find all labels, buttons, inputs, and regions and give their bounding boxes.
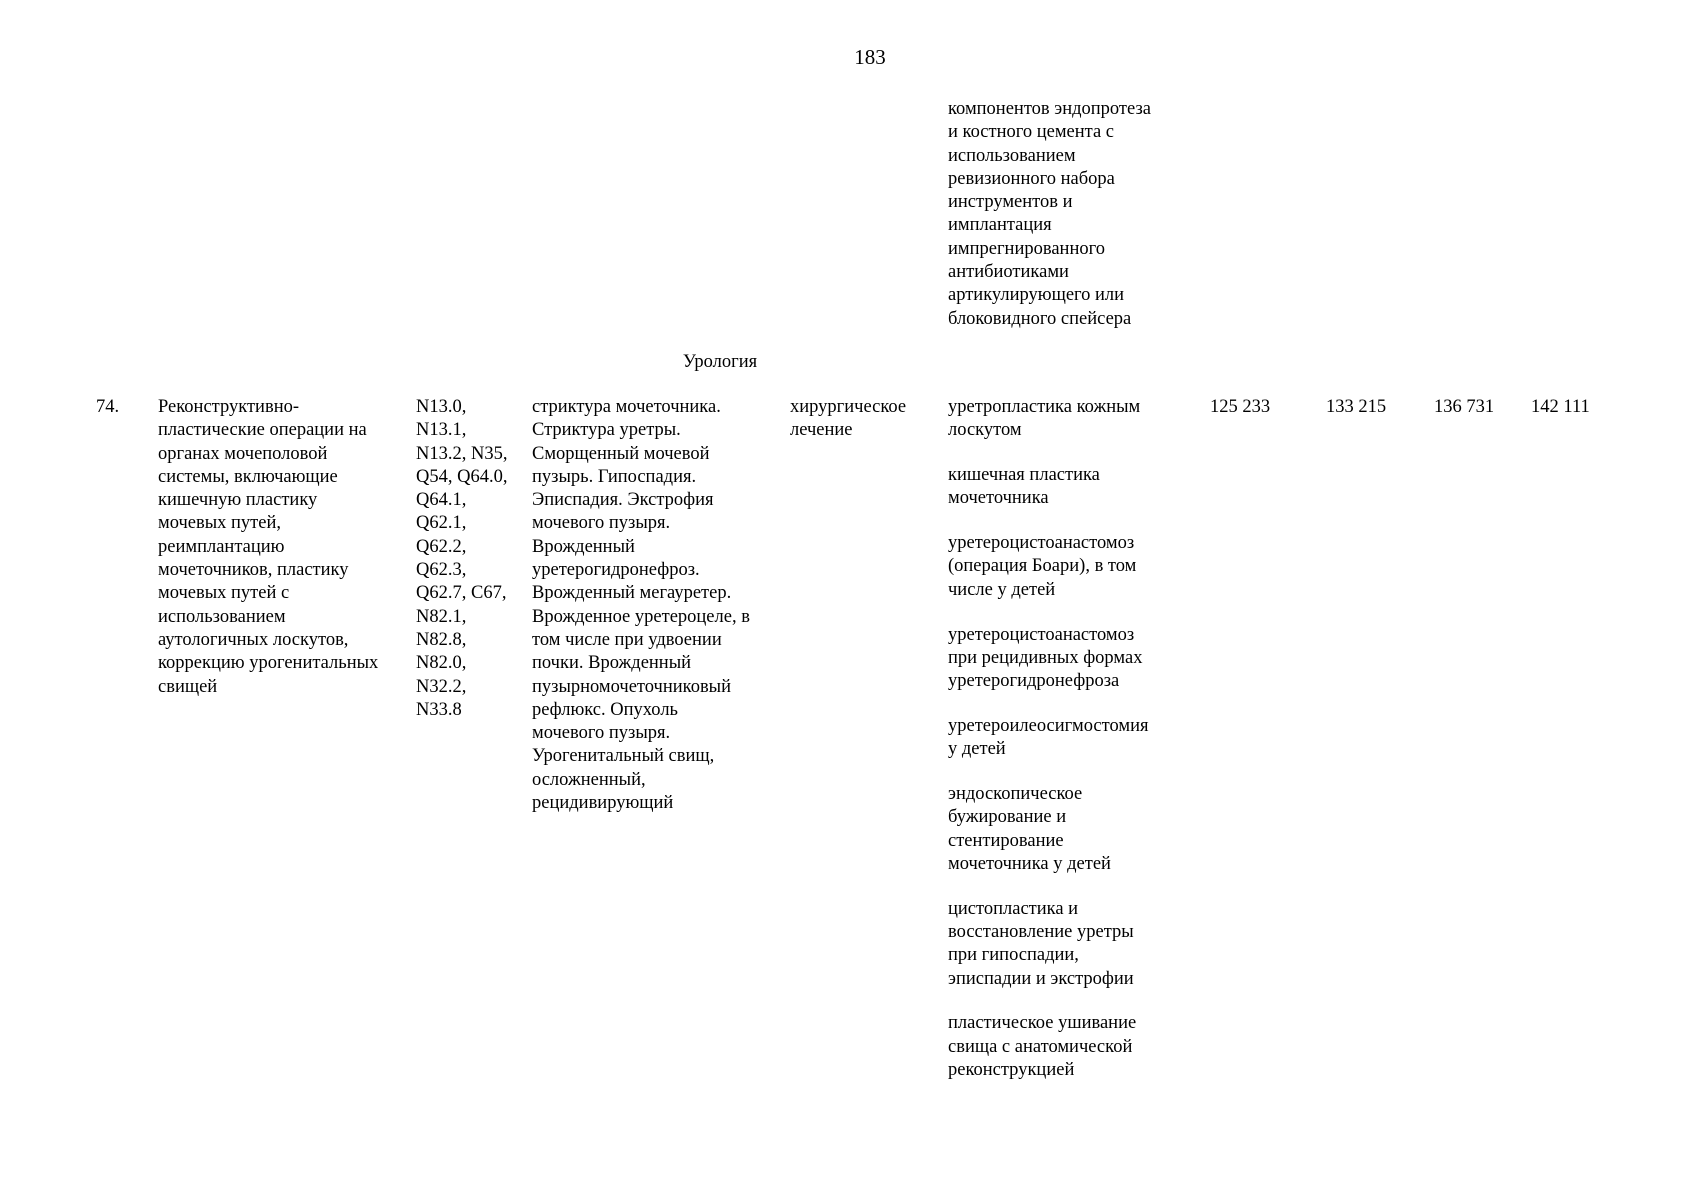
treatment-methods [948,396,1149,1082]
text-line: эндоскопическое [948,784,1083,805]
method-item [948,532,1149,602]
text-line: N32.2, [416,676,467,697]
text-line: рефлюкс. Опухоль [532,699,678,720]
text-line: N13.1, [416,420,467,441]
text-line: аутологичных лоскутов, [158,629,349,650]
text-line: свища с анатомической [948,1036,1133,1057]
icd-codes [416,396,507,722]
text-line: свищей [158,676,218,697]
text-line: Урогенитальный свищ, [532,746,715,767]
text-line: лоскутом [948,420,1022,441]
text-line: почки. Врожденный [532,653,692,674]
text-line: имплантация [948,215,1052,236]
text-line: уретероцистоанастомоз [948,624,1135,645]
text-line: коррекцию урогенитальных [158,653,379,674]
text-line: компонентов эндопротеза [948,99,1151,119]
text-line: мочеточника у детей [948,853,1111,874]
text-line: Сморщенный мочевой [532,443,710,464]
text-line: (операция Боари), в том [948,556,1137,577]
text-line: уретероилеосигмостомия [948,715,1149,736]
text-line: импрегнированного [948,238,1105,259]
text-line: N82.0, [416,653,467,674]
method-item [948,464,1149,511]
text-line: Врожденное уретероцеле, в [532,606,750,627]
text-line: хирургическое [790,397,907,417]
text-line: Q62.7, C67, [416,583,507,604]
text-line: мочевого пузыря. [532,513,671,534]
price-value-1: 125 233 [1210,397,1271,417]
text-line: кишечную пластику [158,490,318,511]
method-item [948,898,1149,991]
text-line: лечение [790,420,853,441]
text-line: использованием [948,145,1076,166]
text-line: Врожденный [532,536,635,557]
patient-model [532,396,750,815]
text-line: том числе при удвоении [532,629,722,650]
text-line: артикулирующего или [948,285,1125,306]
text-line: и костного цемента с [948,122,1115,143]
text-line: системы, включающие [158,466,338,487]
method-item [948,783,1149,876]
text-line: антибиотиками [948,262,1069,283]
price-value-4: 142 111 [1531,397,1590,417]
treatment-type [790,396,906,443]
text-line: Реконструктивно- [158,397,300,417]
text-line: N82.1, [416,606,467,627]
method-item [948,624,1149,694]
text-line: органах мочеполовой [158,443,328,464]
text-line: эписпадии и экстрофии [948,968,1134,989]
text-line: у детей [948,739,1006,760]
method-item [948,396,1149,443]
text-line: мочевых путей с [158,583,290,604]
text-line: мочеточников, пластику [158,560,349,581]
text-line: при рецидивных формах [948,647,1143,668]
section-title: Урология [682,352,758,372]
text-line: уретероцистоанастомоз [948,533,1135,554]
text-line: Q62.3, [416,560,467,581]
text-line: кишечная пластика [948,465,1100,486]
text-line: мочеточника [948,488,1049,509]
text-line: уретропластика кожным [948,397,1141,417]
text-line: N33.8 [416,699,462,720]
text-line: реконструкцией [948,1060,1075,1081]
text-line: Врожденный мегауретер. [532,583,732,604]
text-line: рецидивирующий [532,793,674,814]
text-line: N13.2, N35, [416,443,508,464]
text-line: бужирование и [948,807,1067,828]
text-line: пластические операции на [158,420,367,441]
text-line: Q62.1, [416,513,467,534]
text-line: числе у детей [948,579,1056,600]
text-line: осложненный, [532,769,646,790]
text-line: Q54, Q64.0, [416,466,508,487]
price-value-2: 133 215 [1326,397,1387,417]
text-line: мочевого пузыря. [532,723,671,744]
text-line: ревизионного набора [948,168,1115,189]
method-item [948,715,1149,762]
page-number: 183 [854,45,886,69]
text-line: инструментов и [948,192,1073,213]
text-line: использованием [158,606,286,627]
text-line: мочевых путей, [158,513,282,534]
text-line: Q64.1, [416,490,467,511]
text-line: цистопластика и [948,898,1079,919]
text-line: стриктура мочеточника. [532,397,721,417]
intervention-name [158,396,378,699]
text-line: реимплантацию [158,536,285,557]
text-line: блоковидного спейсера [948,308,1132,329]
text-line: Эписпадия. Экстрофия [532,490,714,511]
continued-method-text [948,98,1151,331]
text-line: Q62.2, [416,536,467,557]
text-line: пузырномочеточниковый [532,676,732,697]
text-line: уретерогидронефроз. [532,560,700,581]
text-line: Стриктура уретры. [532,420,681,441]
text-line: уретерогидронефроза [948,671,1120,692]
text-line: стентирование [948,830,1064,851]
text-line: при гипоспадии, [948,945,1079,966]
text-line: пластическое ушивание [948,1013,1137,1034]
row-number: 74. [96,397,120,417]
text-line: N82.8, [416,629,467,650]
method-item [948,1012,1149,1082]
text-line: N13.0, [416,397,467,417]
text-line: пузырь. Гипоспадия. [532,466,697,487]
text-line: восстановление уретры [948,922,1134,943]
price-value-3: 136 731 [1434,397,1495,417]
